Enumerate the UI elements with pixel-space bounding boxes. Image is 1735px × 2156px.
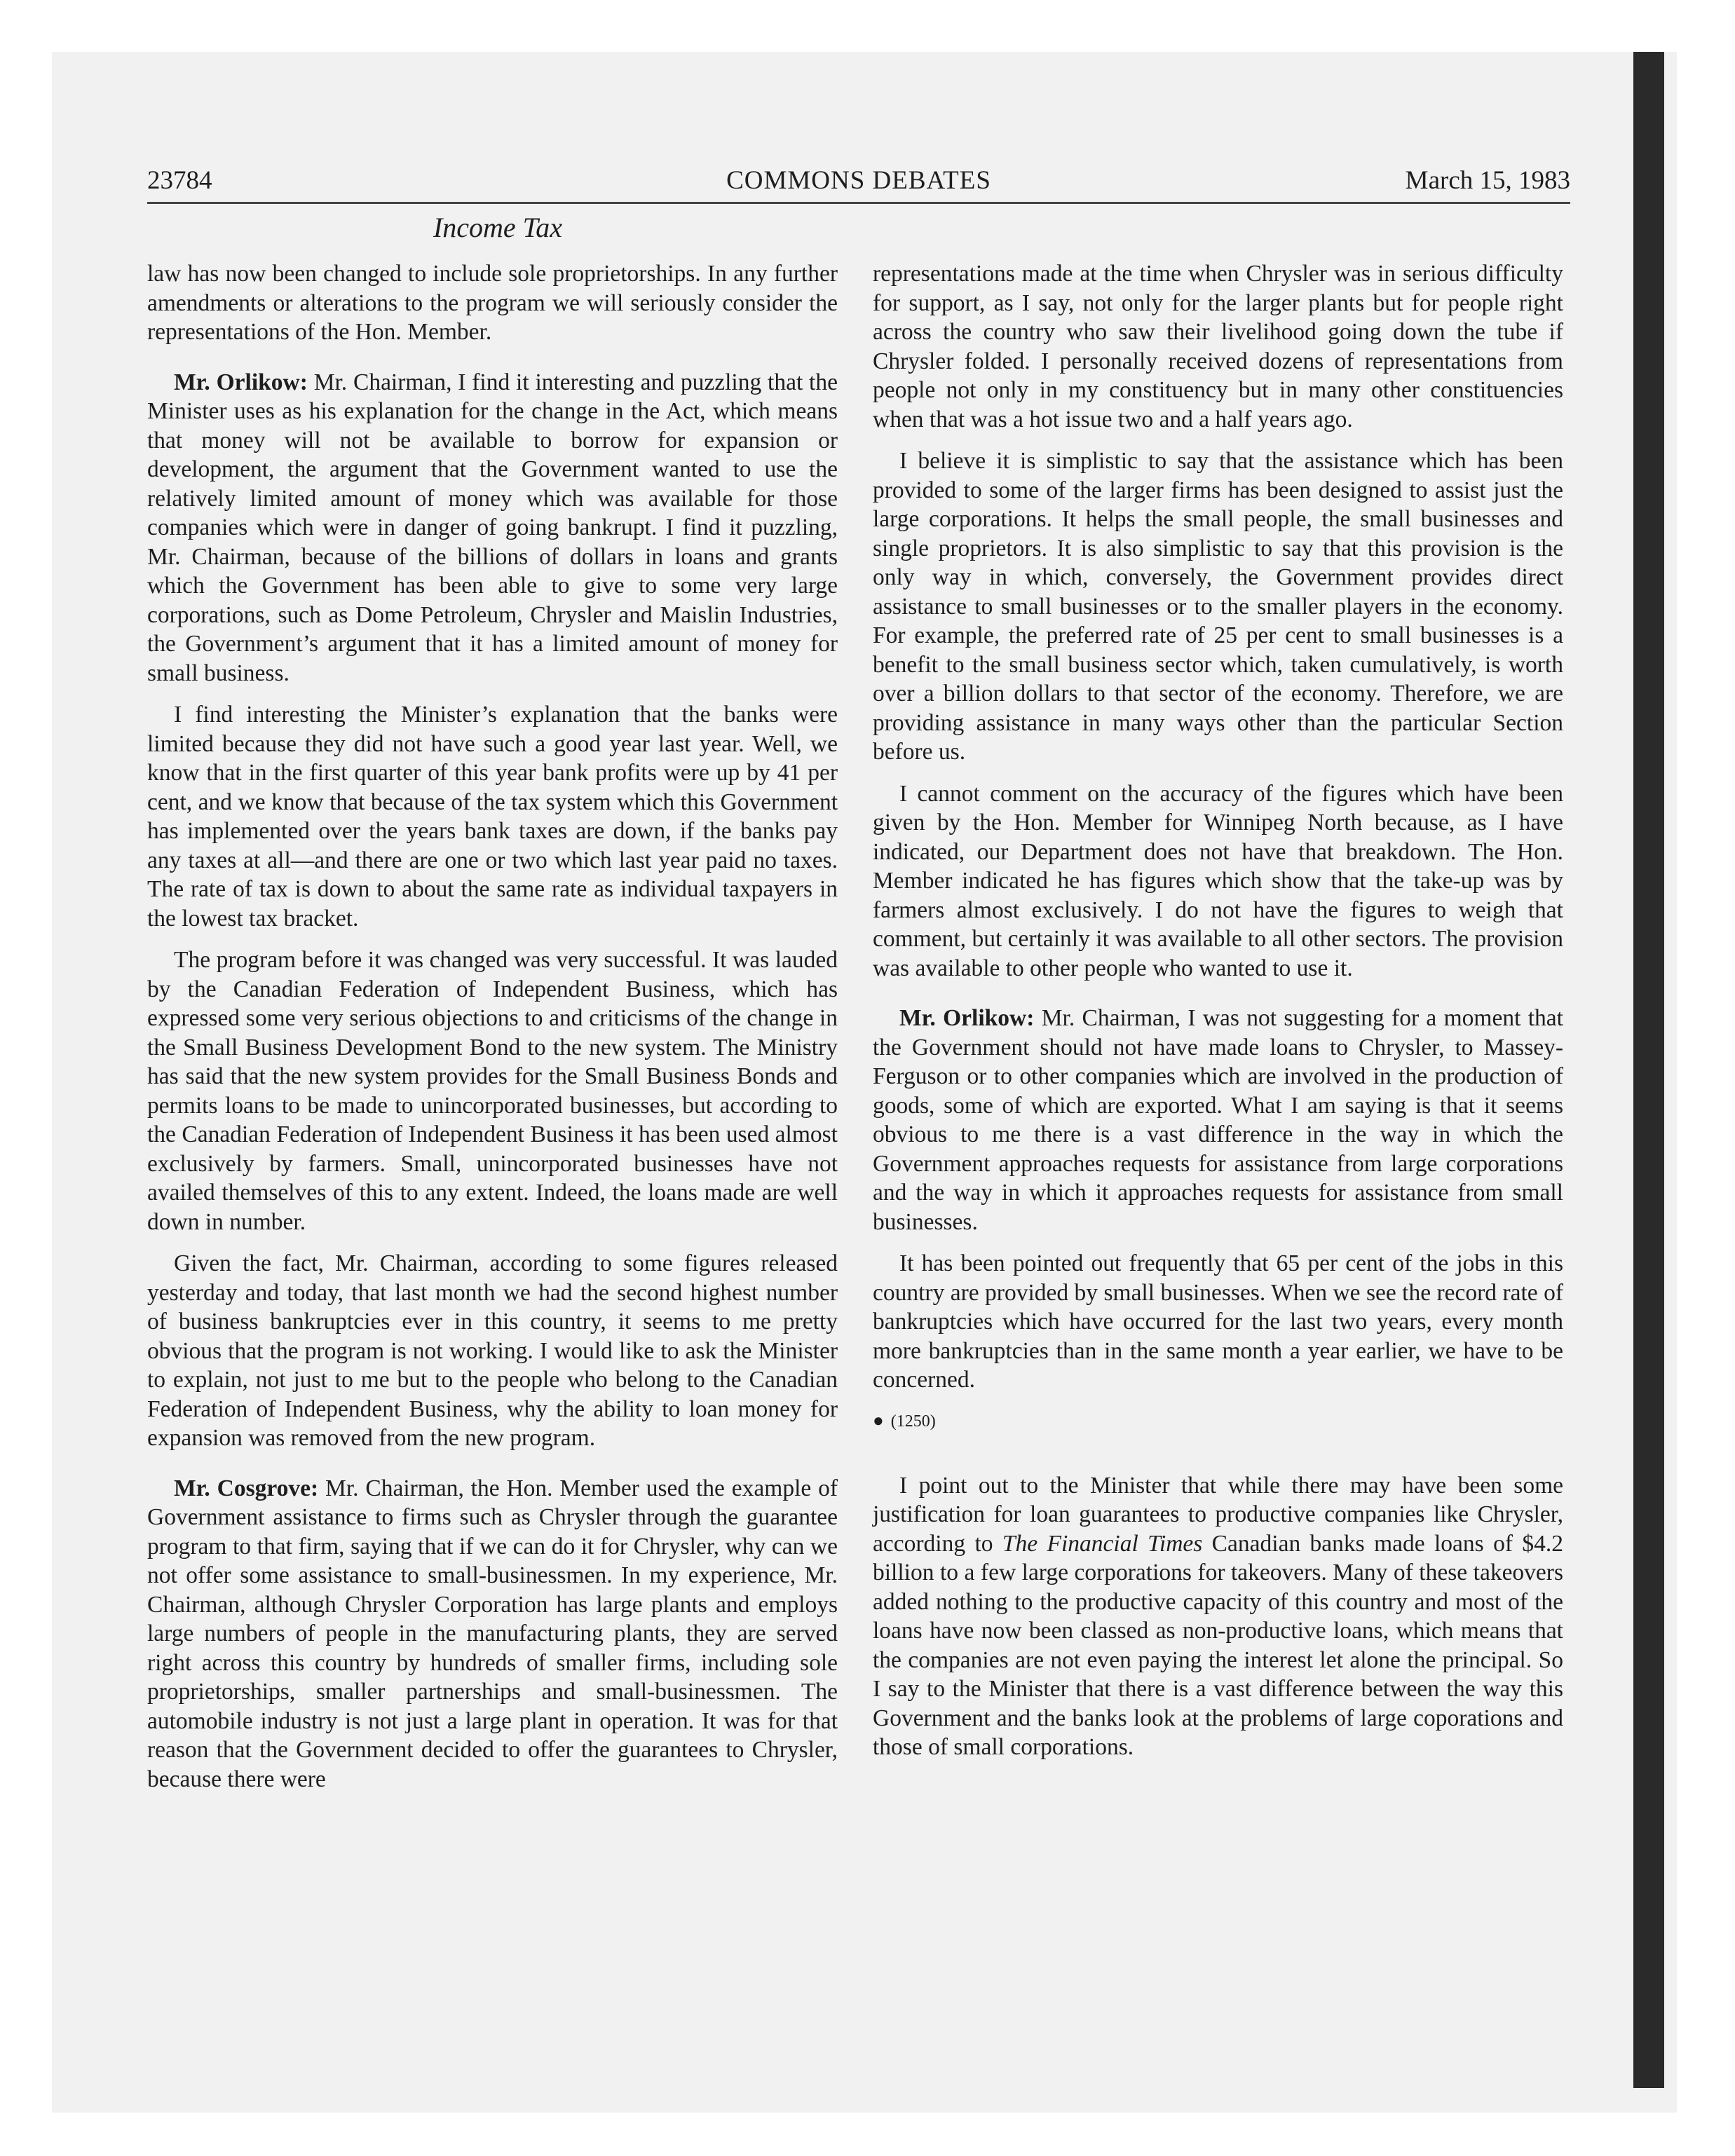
journal-title: COMMONS DEBATES bbox=[726, 166, 991, 195]
speech-paragraph bbox=[147, 1474, 838, 1794]
speech-paragraph bbox=[147, 368, 838, 688]
speaker-name: Mr. Orlikow: bbox=[174, 369, 308, 395]
speaker-name: Mr. Cosgrove: bbox=[174, 1475, 319, 1501]
speech-text: Mr. Chairman, I find it interesting and puzzling that the Minister uses as his explanation for the change in the Act, which means that money will not be available to borrow for expansion or development, the argument that the Government wanted to use the relatively limited amount of money which was available for those companies which were in danger of going bankrupt. I find it puzzling, Mr. Chairman, because of the billions of dollars in loans and grants which the Government has been able to give to some very large corporations, such as Dome Petroleum, Chrysler and Maislin Industries, the Government’s argument that it has a limited amount of money for small business. bbox=[147, 369, 838, 686]
speech-paragraph bbox=[873, 1004, 1563, 1236]
paragraph bbox=[873, 1471, 1563, 1762]
bullet-icon: ● bbox=[873, 1410, 884, 1431]
paragraph: law has now been changed to include sole proprietorships. In any further amendments or alterations to the program we will seriously consider the representations of the Hon. Member. bbox=[147, 261, 838, 345]
paragraph: I cannot comment on the accuracy of the figures which have been given by the Hon. Member for Winnipeg North because, as I have indicated, our Department does not have that breakdown. The Hon. Member indicated he has figures which show that the take-up was by farmers almost exclusively. I do not have the figures to weigh that comment, but certainly it was available to all other sectors. The provision was available to other people who wanted to use it. bbox=[873, 780, 1563, 981]
speech-text: Mr. Chairman, I was not suggesting for a moment that the Government should not have made loans to Chrysler, to Massey-Ferguson or to other companies which are involved in the production of goods, some of which are exported. What I am saying is that it seems obvious to me there is a vast difference in the way in which the Government approaches requests for assistance from large corporations and the way in which it approaches requests for assistance from small businesses. bbox=[873, 1005, 1563, 1235]
scan-edge-shadow bbox=[1633, 52, 1664, 2088]
paragraph-text: Canadian banks made loans of $4.2 billion to a few large corporations for takeovers. Many of these takeovers added nothing to the productive capacity of this country and most of the loans have now been classed as non-productive loans, which means that the companies are not even paying the interest let alone the principal. So I say to the Minister that there is a vast difference between the way this Government and the banks look at the problems of large coporations and those of small corporations. bbox=[873, 1530, 1563, 1760]
time-marker bbox=[873, 1410, 1563, 1432]
left-column bbox=[147, 259, 838, 1806]
paragraph: The program before it was changed was very successful. It was lauded by the Canadian Federation of Independent Business, which has expressed some very serious objections to and criticisms of the change in the Small Business Development Bond to the new system. The Ministry has said that the new system provides for the Small Business Bonds and permits loans to be made to unincorporated businesses, but according to the Canadian Federation of Independent Business it has been used almost exclusively by farmers. Small, unincorporated businesses have not availed themselves of this to any extent. Indeed, the loans made are well down in number. bbox=[147, 947, 838, 1235]
issue-date: March 15, 1983 bbox=[1405, 166, 1570, 195]
publication-title: The Financial Times bbox=[1002, 1530, 1203, 1557]
paragraph-text: I point out to the Minister that while there may have been some justification for loan guarantees to productive companies like Chrysler, according to bbox=[873, 1472, 1563, 1557]
speech-text: Mr. Chairman, the Hon. Member used the example of Government assistance to firms such as Chrysler through the guarantee program to that firm, saying that if we can do it for Chrysler, why can we not offer some assistance to small-businessmen. In my experience, Mr. Chairman, although Chrysler Corporation has large plants and employs large numbers of people in the manufacturing plants, they are served right across this country by hundreds of smaller firms, including sole proprietorships, smaller partnerships and small-businessmen. The automobile industry is not just a large plant in operation. It was for that reason that the Government decided to offer the guarantees to Chrysler, because there were bbox=[147, 1475, 838, 1792]
paragraph: It has been pointed out frequently that 65 per cent of the jobs in this country are provided by small businesses. When we see the record rate of bankruptcies which have occurred for the last two years, every month more bankruptcies than in the same month a year earlier, we have to be concerned. bbox=[873, 1250, 1563, 1393]
time-marker-text: (1250) bbox=[890, 1412, 936, 1431]
paragraph: I believe it is simplistic to say that the assistance which has been provided to some of the larger firms has been designed to assist just the large corporations. It helps the small people, the small businesses and single proprietors. It is also simplistic to say that this provision is the only way in which, conversely, the Government provides direct assistance to small businesses or to the smaller players in the economy. For example, the preferred rate of 25 per cent to small businesses is a benefit to the small business sector which, taken cumulatively, is worth over a billion dollars to that sector of the economy. Therefore, we are providing assistance in many ways other than the particular Section before us. bbox=[873, 448, 1563, 765]
right-column bbox=[873, 259, 1563, 1775]
paragraph: Given the fact, Mr. Chairman, according to some figures released yesterday and today, that last month we had the second highest number of business bankruptcies ever in this country, it seems to me pretty obvious that the program is not working. I would like to ask the Minister to explain, not just to me but to the people who belong to the Canadian Federation of Independent Business, why the ability to loan money for expansion was removed from the new program. bbox=[147, 1250, 838, 1451]
paragraph: representations made at the time when Chrysler was in serious difficulty for support, as I say, not only for the larger plants but for people right across the country who saw their livelihood going down the tube if Chrysler folded. I personally received dozens of representations from people not only in my constituency but in many other constituencies when that was a hot issue two and a half years ago. bbox=[873, 261, 1563, 432]
paragraph: I find interesting the Minister’s explanation that the banks were limited because they did not have such a good year last year. Well, we know that in the first quarter of this year bank profits were up by 41 per cent, and we know that because of the tax system which this Government has implemented over the years bank taxes are down, if the banks pay any taxes at all—and there are one or two which last year paid no taxes. The rate of tax is down to about the same rate as individual taxpayers in the lowest tax bracket. bbox=[147, 702, 838, 932]
speaker-name: Mr. Orlikow: bbox=[899, 1005, 1035, 1031]
section-title: Income Tax bbox=[433, 212, 563, 243]
page-header bbox=[147, 160, 1570, 204]
page-number: 23784 bbox=[147, 166, 212, 195]
